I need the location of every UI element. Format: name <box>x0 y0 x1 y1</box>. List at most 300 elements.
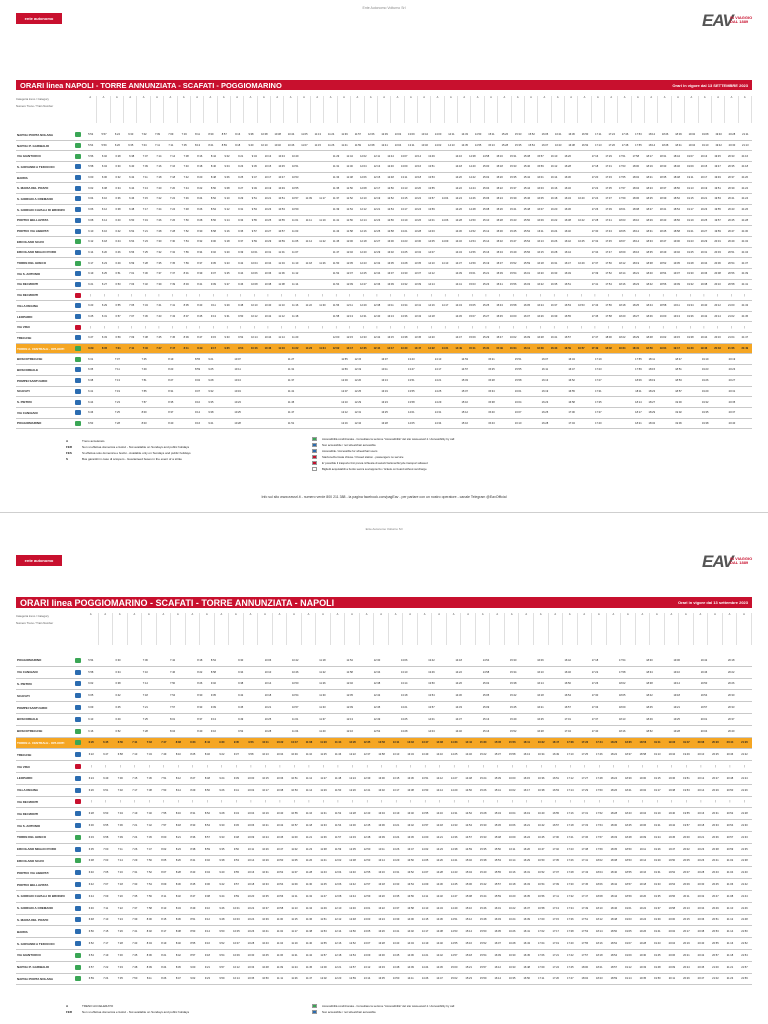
station-name: VIA VISO <box>17 764 30 769</box>
departure-time: 16:42 <box>578 218 585 222</box>
departure-time: 15:56 <box>509 282 517 286</box>
header-cell: A <box>445 96 458 101</box>
departure-time: 16:44 <box>564 250 571 254</box>
departure-time <box>685 368 698 371</box>
departure-time: 15:39 <box>494 776 501 780</box>
eav-logo-left <box>16 555 62 566</box>
departure-time: 12:23 <box>360 261 367 265</box>
departure-times <box>84 165 752 168</box>
departure-times <box>84 251 752 254</box>
departure-time: 8:09 <box>183 336 189 340</box>
departure-time: | <box>703 325 705 329</box>
accessibility-icon <box>75 764 81 769</box>
departure-time: 19:13 <box>700 154 708 158</box>
departure-time: 15:28 <box>501 144 509 148</box>
departure-time <box>179 659 193 662</box>
departure-time: | <box>213 293 214 297</box>
departure-time: 20:05 <box>683 859 690 863</box>
departure-time <box>365 422 378 425</box>
accessibility-icon <box>75 941 81 946</box>
station-name: S. PIETRO <box>17 400 32 405</box>
departure-time <box>311 379 324 382</box>
departure-time: 11:37 <box>332 197 340 201</box>
departure-time: 10:31 <box>262 871 269 875</box>
departure-time: 7:34 <box>146 753 152 757</box>
departure-time: 11:54 <box>332 282 340 286</box>
departure-time <box>316 187 330 190</box>
departure-time: 18:24 <box>610 776 618 780</box>
departure-time: 13:57 <box>428 706 435 710</box>
departure-time: | <box>236 800 237 804</box>
departure-time: 13:34 <box>407 753 414 757</box>
departure-time: 7:56 <box>146 894 152 898</box>
departure-time: | <box>715 800 716 804</box>
header-cell <box>360 640 375 645</box>
departure-time <box>629 682 643 685</box>
departure-time: 7:58 <box>146 906 152 910</box>
departure-time: 15:57 <box>479 965 487 969</box>
departure-time: 20:08 <box>714 272 721 276</box>
departure-time: | <box>226 293 228 297</box>
station-row <box>16 130 752 141</box>
departure-time: 7:29 <box>132 859 138 863</box>
departure-time: 11:37 <box>287 379 295 383</box>
departure-time: 11:17 <box>319 197 326 201</box>
departure-time: 15:52 <box>509 261 517 265</box>
departure-time <box>311 422 324 425</box>
departure-time: 13:55 <box>408 389 415 393</box>
departure-time: 9:23 <box>204 977 210 981</box>
departure-time: 16:04 <box>508 812 516 816</box>
departure-time <box>329 659 343 662</box>
departure-time: 19:52 <box>668 871 676 875</box>
departure-time: 11:37 <box>319 717 326 721</box>
departure-time: 18:35 <box>610 847 618 851</box>
departure-time: 19:38 <box>687 336 694 340</box>
departure-time: 15:21 <box>465 965 472 969</box>
departure-time: 14:32 <box>455 240 462 244</box>
departure-time: 11:10 <box>292 261 299 265</box>
departure-time: 21:13 <box>742 144 749 148</box>
departure-time: 21:38 <box>741 859 748 863</box>
accessibility-icon <box>75 303 81 308</box>
departure-time <box>258 368 271 371</box>
departure-time <box>258 379 271 382</box>
departure-time: 13:02 <box>387 250 394 254</box>
departure-time: 13:17 <box>392 788 400 792</box>
header-cell: A <box>679 613 694 618</box>
departure-time <box>97 379 110 382</box>
departure-time: 14:41 <box>455 282 462 286</box>
departure-time: 8:47 <box>197 336 203 340</box>
departure-time: 13:13 <box>392 753 400 757</box>
departure-times <box>84 954 752 957</box>
header-cell <box>592 640 607 645</box>
departure-time <box>520 659 534 662</box>
departure-time: 20:53 <box>712 930 719 934</box>
departure-time: 6:36 <box>115 197 121 201</box>
departure-time: 19:56 <box>668 894 676 898</box>
departure-times <box>84 730 752 733</box>
departure-time: 11:56 <box>346 218 353 222</box>
departure-time: 19:51 <box>714 186 721 190</box>
departure-time: 12:13 <box>373 165 381 169</box>
departure-time <box>552 379 565 382</box>
departure-time <box>445 368 458 371</box>
departure-time: 13:47 <box>414 347 422 351</box>
train-number-label: Numero Treno / Train Number <box>16 104 54 108</box>
departure-time <box>684 694 698 697</box>
departure-time: | <box>158 293 160 297</box>
departure-time <box>575 176 589 179</box>
departure-time: 17:57 <box>596 835 603 839</box>
departure-time: 17:22 <box>591 186 599 190</box>
departure-time: 8:19 <box>161 942 167 946</box>
header-cell <box>284 119 297 124</box>
departure-time <box>738 671 752 674</box>
station-name: SCAFATI <box>17 389 30 394</box>
departure-time: 18:33 <box>659 165 667 169</box>
departure-time: 17:45 <box>567 965 574 969</box>
departure-time: 14:49 <box>455 347 462 351</box>
departure-time: 15:26 <box>496 208 503 212</box>
station-row <box>16 397 752 408</box>
departure-time: 12:02 <box>334 859 342 863</box>
departure-time: 9:00 <box>190 965 196 969</box>
departure-time: 18:11 <box>648 357 655 361</box>
departure-time: 21:54 <box>741 953 748 957</box>
eav-logo-left <box>16 13 62 24</box>
departure-time: 14:25 <box>450 753 458 757</box>
departure-time: 11:39 <box>332 208 340 212</box>
legend-symbol-text: Accessibile / Accessible for wheelchair users <box>322 449 378 453</box>
legend-symbol-text: Accessibilità condizionata - Consultare la sezione "Accessibilità" del sito www.eavsrl.it / Accessibility by call <box>322 437 455 441</box>
departure-time: 8:28 <box>197 218 203 222</box>
departure-time <box>329 730 343 733</box>
departure-time: 10:29 <box>264 240 272 244</box>
departure-time: 11:45 <box>332 240 340 244</box>
header-cell: A <box>432 613 447 618</box>
departure-time: 13:21 <box>400 229 408 233</box>
departure-time: 12:19 <box>354 368 362 372</box>
departure-time: 15:56 <box>508 741 516 745</box>
departure-time: 9:18 <box>204 953 210 957</box>
departure-time: | <box>163 765 165 769</box>
departure-time: 20:47 <box>712 894 719 898</box>
header-cell: A <box>725 96 738 101</box>
departure-time <box>411 706 425 709</box>
station-row <box>16 365 752 376</box>
departure-time: 13:07 <box>363 942 371 946</box>
departure-time: 16:07 <box>514 411 522 415</box>
departure-time: 14:46 <box>465 753 472 757</box>
departure-time: 9:11 <box>211 304 216 308</box>
departure-time: 6:56 <box>117 741 123 745</box>
departure-time: 16:21 <box>537 706 544 710</box>
departure-time: 20:06 <box>714 261 721 265</box>
departure-time <box>438 694 452 697</box>
departure-time: 9:24 <box>219 776 225 780</box>
departure-time: | <box>192 800 194 804</box>
departure-time: 19:28 <box>639 942 647 946</box>
departure-time <box>258 401 271 404</box>
departure-time: 17:47 <box>567 977 574 981</box>
departure-time: 7:19 <box>132 812 138 816</box>
departure-time: 15:23 <box>482 282 490 286</box>
departure-time: 12:30 <box>349 824 356 828</box>
departure-time <box>712 422 725 425</box>
departure-time: | <box>512 293 514 297</box>
departure-time: 11:09 <box>305 197 312 201</box>
header-cell <box>607 640 622 645</box>
station-name: TORRE A. CENTRALE - OPLONTI <box>17 346 65 351</box>
departure-time <box>124 368 137 371</box>
departure-time: 15:06 <box>482 197 490 201</box>
departure-time: 16:37 <box>523 906 530 910</box>
departure-time <box>98 659 112 662</box>
departure-time: 7:30 <box>117 953 123 957</box>
departure-time: 13:51 <box>408 379 415 383</box>
departure-time: | <box>105 800 107 804</box>
departure-time: 12:19 <box>373 197 381 201</box>
departure-time: 20:40 <box>697 942 705 946</box>
departure-time: | <box>349 325 351 329</box>
departure-time: 7:52 <box>183 229 189 233</box>
accessibility-icon <box>75 740 81 745</box>
departure-time: 7:47 <box>161 741 167 745</box>
departure-time <box>498 401 511 404</box>
departure-time: 19:43 <box>654 942 661 946</box>
departure-time: 10:10 <box>261 144 268 148</box>
departure-time: 11:14 <box>305 240 312 244</box>
departure-time: 8:22 <box>197 670 203 674</box>
departure-time: 12:08 <box>367 144 375 148</box>
departure-time: 12:56 <box>387 218 394 222</box>
departure-time <box>302 165 316 168</box>
departure-time: 10:08 <box>261 133 268 137</box>
station-row <box>16 258 752 269</box>
departure-time: 18:14 <box>635 400 642 404</box>
header-cell: A <box>723 613 738 618</box>
departure-time: 13:13 <box>400 186 408 190</box>
header-cell: A <box>128 613 143 618</box>
departure-time: 7:00 <box>103 847 109 851</box>
departure-time <box>179 671 193 674</box>
departure-time: 13:09 <box>378 835 385 839</box>
departure-time: | <box>199 325 201 329</box>
station-name: LEOPARDI <box>17 314 33 319</box>
station-row <box>16 702 752 714</box>
departure-time: 21:02 <box>712 977 719 981</box>
departure-times <box>84 682 752 685</box>
departure-time: 16:11 <box>523 347 531 351</box>
departure-time: 10:42 <box>276 824 284 828</box>
departure-time: 17:29 <box>605 154 612 158</box>
departure-time: 8:35 <box>168 400 174 404</box>
departure-time: 6:52 <box>129 229 135 233</box>
departure-time: 11:16 <box>278 347 285 351</box>
departure-time: 17:17 <box>552 930 559 934</box>
departure-time: | <box>635 325 637 329</box>
station-name: POMPEI SANTUARIO <box>17 705 48 710</box>
departure-time: 7:44 <box>183 186 189 190</box>
departure-time: 18:19 <box>646 165 653 169</box>
departure-time <box>547 682 561 685</box>
departure-time: 21:39 <box>741 272 749 276</box>
departure-time: 10:03 <box>233 918 240 922</box>
departure-time: 16:10 <box>514 421 522 425</box>
departure-time: 13:06 <box>378 824 385 828</box>
departure-time: 19:35 <box>701 411 709 415</box>
departure-time: 16:02 <box>509 336 517 340</box>
departure-time: 7:09 <box>168 133 174 137</box>
departure-time: | <box>744 293 746 297</box>
departure-time: 13:50 <box>392 977 400 981</box>
departure-time: | <box>569 800 571 804</box>
departure-time: | <box>649 325 650 329</box>
departure-time: 14:42 <box>469 176 476 180</box>
header-cell: A <box>431 96 444 101</box>
departure-time: 15:00 <box>450 965 458 969</box>
departure-time <box>357 671 371 674</box>
departure-time: 10:14 <box>233 977 240 981</box>
header-cell <box>418 119 431 124</box>
departure-time: 9:37 <box>233 753 239 757</box>
departure-time: 6:30 <box>115 658 121 662</box>
departure-time: 12:45 <box>373 706 381 710</box>
legend-symbol-icon <box>312 449 317 453</box>
departure-time: 17:43 <box>605 229 612 233</box>
category-label: Categoria treno / Category <box>16 614 49 618</box>
station-name: ERCOLANO SCAVI <box>17 858 44 863</box>
departure-time: 18:19 <box>648 379 656 383</box>
departure-time: | <box>267 325 269 329</box>
departure-time: 10:41 <box>262 930 269 934</box>
header-cell <box>244 119 257 124</box>
header-cell: A <box>739 96 752 101</box>
departure-time: 8:31 <box>168 389 174 393</box>
departure-time: 18:41 <box>675 144 682 148</box>
departure-time: 15:47 <box>509 240 517 244</box>
departure-time: 10:16 <box>247 871 255 875</box>
departure-time: 16:53 <box>564 304 571 308</box>
departure-time: | <box>439 765 440 769</box>
departure-time: 18:52 <box>646 729 653 733</box>
station-row <box>16 237 752 248</box>
departure-time: 19:32 <box>701 400 709 404</box>
departure-time: 20:04 <box>668 942 676 946</box>
departure-time: 18:38 <box>646 261 653 265</box>
departure-time: 9:40 <box>248 144 254 148</box>
departure-time: 20:58 <box>727 282 735 286</box>
departure-time: 15:28 <box>479 812 487 816</box>
departure-time: 9:57 <box>251 229 257 233</box>
departure-time <box>275 706 289 709</box>
departure-time: | <box>117 325 119 329</box>
departure-time: 15:52 <box>528 133 535 137</box>
departure-time: 18:33 <box>610 835 618 839</box>
departure-time: 21:20 <box>741 176 749 180</box>
legend-text: Si effettua solo domenica e festivi - Available only on Sundays and public holidays <box>82 451 191 455</box>
departure-time: 19:07 <box>687 154 694 158</box>
departure-time <box>712 401 725 404</box>
departure-time: 6:08 <box>101 186 107 190</box>
departure-time: | <box>657 765 658 769</box>
departure-time: 11:12 <box>292 272 299 276</box>
departure-times <box>84 401 752 404</box>
header-cell: A <box>534 613 549 618</box>
departure-time: 8:58 <box>210 670 216 674</box>
departure-time: 21:43 <box>741 304 749 308</box>
departure-time: 17:02 <box>552 847 559 851</box>
header-cell: A <box>618 96 631 101</box>
departure-time: | <box>580 325 582 329</box>
departure-time: 6:38 <box>115 682 121 686</box>
departure-time <box>324 401 337 404</box>
departure-time <box>602 694 616 697</box>
departure-time <box>658 368 671 371</box>
departure-times <box>84 789 752 792</box>
departure-time: 9:35 <box>219 847 225 851</box>
departure-time: 19:57 <box>683 824 690 828</box>
departure-time: 11:48 <box>334 776 342 780</box>
departure-time <box>618 411 631 414</box>
departure-time: 18:54 <box>673 208 680 212</box>
departure-time: 19:49 <box>714 176 721 180</box>
departure-time: 15:45 <box>494 824 501 828</box>
departure-time: 10:30 <box>247 953 255 957</box>
departure-time: | <box>253 293 255 297</box>
departure-time: 15:11 <box>469 347 476 351</box>
departure-time: 14:11 <box>448 133 455 137</box>
accessibility-icon <box>75 693 81 698</box>
departure-times <box>84 240 752 243</box>
departure-time: 10:04 <box>251 261 258 265</box>
departure-time: 7:50 <box>132 977 138 981</box>
departure-time: 13:46 <box>428 670 435 674</box>
departure-time <box>151 358 164 361</box>
departure-time: 10:37 <box>262 906 269 910</box>
station-row <box>16 162 752 173</box>
departure-time: 12:42 <box>373 336 381 340</box>
departure-time: 7:54 <box>170 694 176 698</box>
departure-time <box>466 706 480 709</box>
departure-time <box>411 718 425 721</box>
departure-time: 13:26 <box>392 847 400 851</box>
departure-time: 15:45 <box>509 229 517 233</box>
departure-time: 21:00 <box>727 304 735 308</box>
departure-time: 19:18 <box>639 883 647 887</box>
departure-time: | <box>608 293 609 297</box>
departure-time <box>244 422 257 425</box>
departure-time: 7:50 <box>146 859 152 863</box>
departure-time: 9:00 <box>210 240 216 244</box>
departure-time: | <box>381 800 382 804</box>
departure-time: 14:54 <box>469 240 476 244</box>
departure-time: | <box>207 800 208 804</box>
departure-time: 8:26 <box>161 977 167 981</box>
departure-time: 19:25 <box>687 250 694 254</box>
departure-time: 17:35 <box>595 400 602 404</box>
accessibility-icon <box>75 239 81 244</box>
departure-time: 10:16 <box>250 347 258 351</box>
departure-time: 6:52 <box>88 942 94 946</box>
departure-time: 7:32 <box>142 282 148 286</box>
departure-time: 6:46 <box>88 411 94 415</box>
departure-time: 16:07 <box>537 208 544 212</box>
departure-time: 15:34 <box>488 389 495 393</box>
departure-time: 7:24 <box>170 208 176 212</box>
